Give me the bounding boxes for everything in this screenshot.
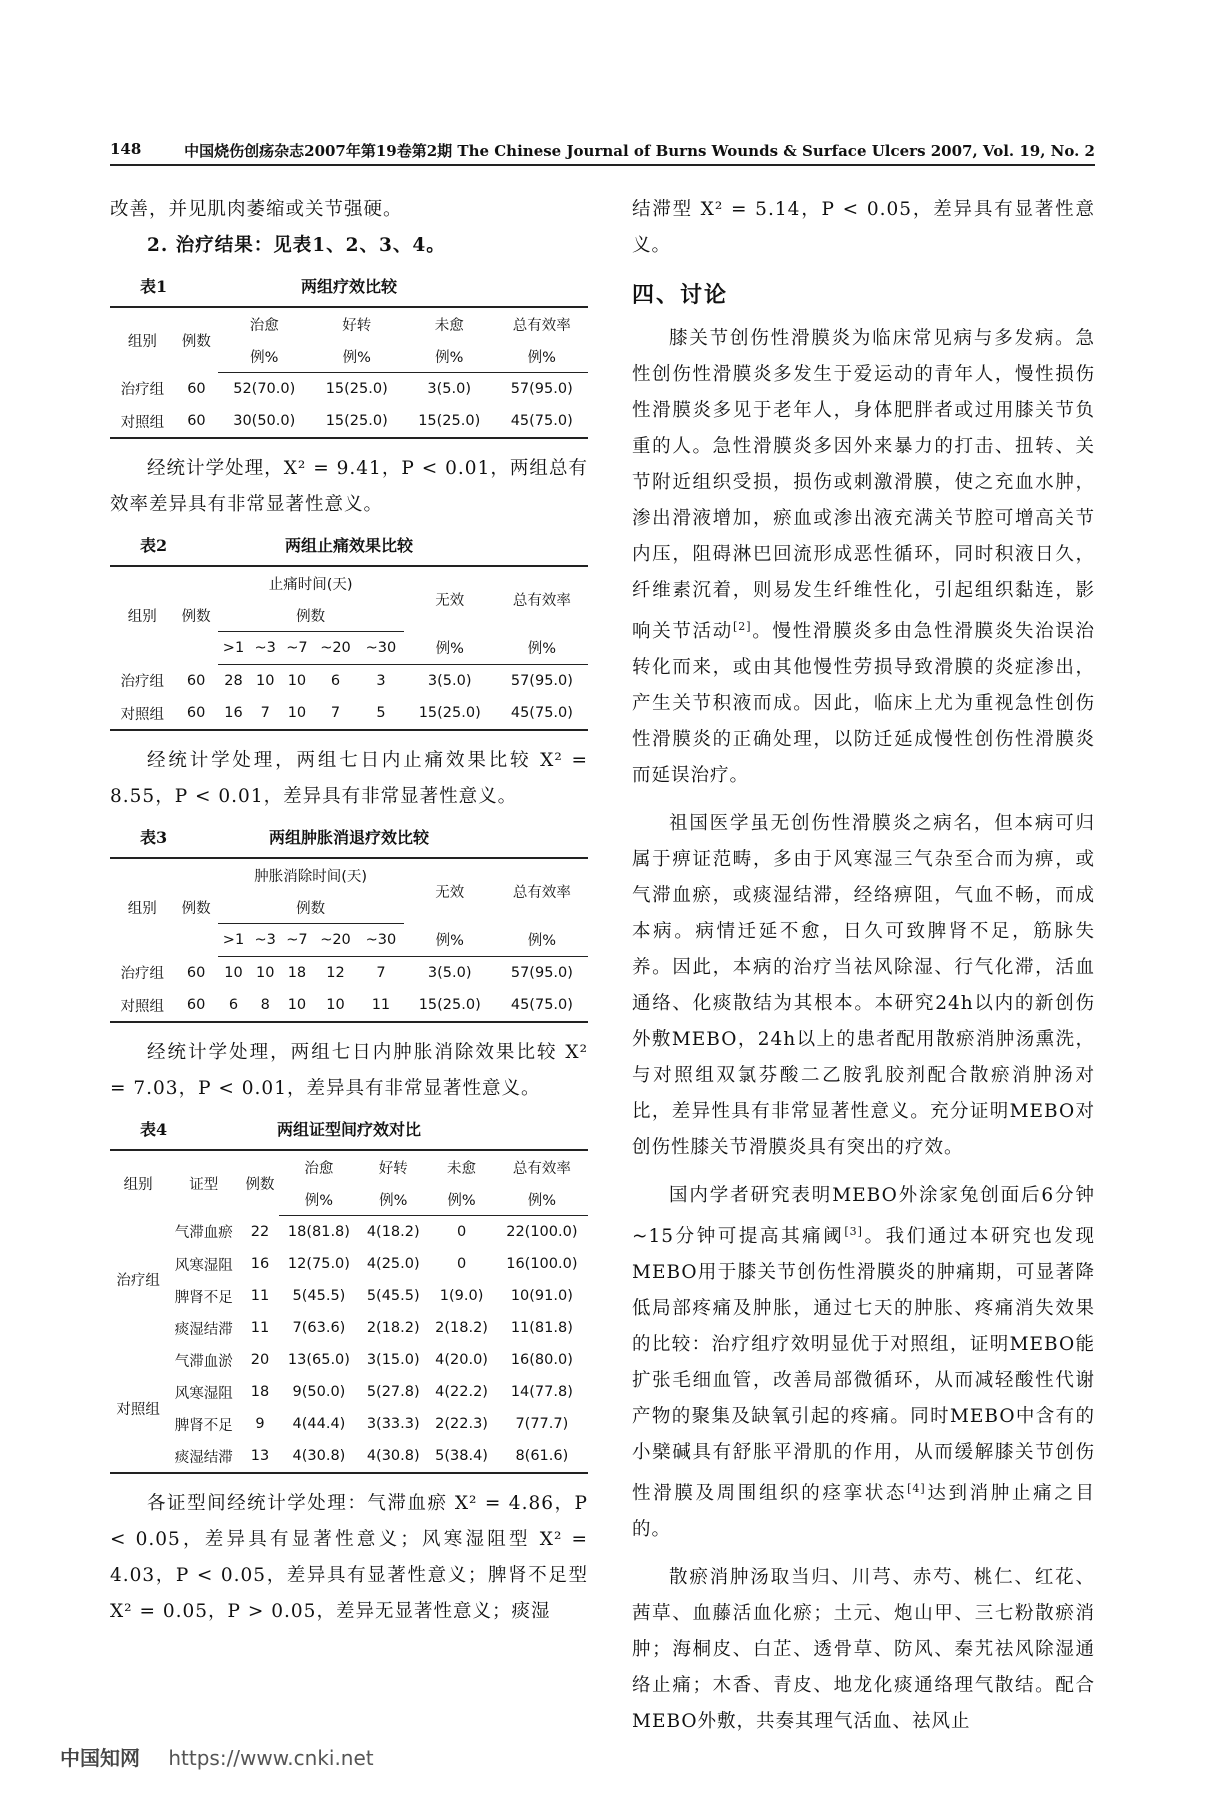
left-column [110, 192, 588, 1630]
table-row: 对照组 60 16 7 10 7 5 15(25.0) 45(75.0) [120, 705, 573, 723]
table-row: 治疗组 60 52(70.0) 15(25.0) 3(5.0) 57(95.0) [120, 380, 573, 399]
citation: [2] [733, 620, 752, 633]
paragraph: 祖国医学虽无创伤性滑膜炎之病名，但本病可归属于痹证范畴，多由于风寒湿三气杂至合而为痹，或气滞血瘀，或痰湿结滞，经络痹阻，气血不畅，而成本病。病情迁延不愈，日久可致脾肾不足，筋脉失养。因此，本病的治疗当祛风除湿、行气化滞，活血通络、化痰散结为其根本。本研究24h以内的新创伤外敷MEBO，24h以上的患者配用散瘀消肿汤熏洗，与对照组双氯芬酸二乙胺乳胶剂配合散瘀消肿汤对比，差异性具有非常显著性意义。充分证明MEBO对创伤性膝关节滑膜炎具有突出的疗效。 [632, 813, 1095, 1159]
right-column [632, 192, 1095, 1740]
table2-caption: 表2 两组止痛效果比较 [140, 536, 413, 555]
table4: 组别 证型 例数 治愈 好转 未愈 总有效率 例% 例% 例% 例% 治疗组 气滞血瘀 22 18(81.8) 4(18.2) 0 22(100.0) 风寒湿阻 16 12(75.0) 4(25.0) 0 16(100.0) 脾肾不足 11 5(45.5) 5(45.5) 1(9.0) 10(91.0) 痰湿结滞 11 7(63.6) 2(18.2) 2(18.2) 11(81.8) 对照组 气滞血淤 20 13(65.0) 3(15.0) 4(20.0) 16(80.0) 风寒湿阻 18 9(50.0) 5(27.8) 4(22.2) 14(77.8) 脾肾不足 9 4(44.4) 3(33.3) 2(22.3) 7(77.7) 痰湿结滞 13 4(30.8) 4(30.8) 5(38.4) 8(61.6) [110, 1149, 588, 1474]
table-row: 脾肾不足 9 4(44.4) 3(33.3) 2(22.3) 7(77.7) [174, 1416, 569, 1434]
table-row: 治疗组 60 28 10 10 6 3 3(5.0) 57(95.0) [120, 672, 573, 691]
watermark-url: https://www.cnki.net [168, 1746, 374, 1770]
section-heading: 四、讨论 [632, 282, 729, 308]
table-row: 痰湿结滞 11 7(63.6) 2(18.2) 2(18.2) 11(81.8) [174, 1320, 573, 1338]
paragraph: 散瘀消肿汤取当归、川芎、赤芍、桃仁、红花、茜草、血藤活血化瘀；土元、炮山甲、三七粉散瘀消肿；海桐皮、白芷、透骨草、防风、秦艽祛风除湿通络止痛；木香、青皮、地龙化痰通络理气散结。配合MEBO外敷，共奏其理气活血、祛风止 [632, 1567, 1095, 1733]
table3: 组别 例数 肿胀消除时间(天) 无效 总有效率 例数 >1 ~3 ~7 ~20 ~30 例% 例% 治疗组 60 10 10 18 12 7 3(5.0) 57(95.0) 对照组 60 6 8 10 10 11 15(25.0) 45(75.0) [110, 857, 588, 1023]
table-row: 风寒湿阻 18 9(50.0) 5(27.8) 4(22.2) 14(77.8) [174, 1384, 573, 1402]
citation: [4] [907, 1482, 926, 1496]
table1: 组别 例数 治愈 好转 未愈 总有效率 例% 例% 例% 例% 治疗组 60 52(70.0) 15(25.0) 3(5.0) 57(95.0) 对照组 60 30(50.0) 15(25.0) 15(25.0) 45(75.0) [110, 306, 588, 439]
cnki-logo: 中国知网 [60, 1746, 140, 1770]
table-row: 风寒湿阻 16 12(75.0) 4(25.0) 0 16(100.0) [174, 1256, 578, 1274]
journal-title: 中国烧伤创疡杂志2007年第19卷第2期 The Chinese Journal of Burns Wounds & Surface Ulcers 2007, Vol. 19, No. 2 [184, 142, 1095, 160]
page-number: 148 [110, 140, 142, 158]
table-row: 治疗组 气滞血瘀 22 18(81.8) 4(18.2) 0 22(100.0) [116, 1223, 578, 1290]
table-row: 对照组 60 6 8 10 10 11 15(25.0) 45(75.0) [120, 997, 573, 1015]
paragraph: 膝关节创伤性滑膜炎为临床常见病与多发病。急性创伤性滑膜炎多发生于爱运动的青年人，慢性损伤性滑膜炎多见于老年人，身体肥胖者或过用膝关节负重的人。急性滑膜炎多因外来暴力的打击、扭转、关节附近组织受损，损伤或刺激滑膜，使之充血水肿，渗出滑液增加，瘀血或渗出液充满关节腔可增高关节内压，阻碍淋巴回流形成恶性循环，同时积液日久，纤维素沉着，则易发生纤维性化，引起组织黏连，影响关节活动[2]。慢性滑膜炎多由急性滑膜炎失治误治转化而来，或由其他慢性劳损导致滑膜的炎症渗出，产生关节积液而成。因此，临床上尤为重视急性创伤性滑膜炎的正确处理，以防迁延成慢性创伤性滑膜炎而延误治疗。 [632, 328, 1095, 787]
table-row: 脾肾不足 11 5(45.5) 5(45.5) 1(9.0) 10(91.0) [174, 1288, 573, 1306]
table-row: 对照组 气滞血淤 20 13(65.0) 3(15.0) 4(20.0) 16(80.0) [116, 1352, 573, 1418]
paragraph: 经统计学处理，两组七日内止痛效果比较 X² = 8.55，P < 0.01，差异具有非常显著性意义。 [110, 750, 588, 807]
table4-caption: 表4 两组证型间疗效对比 [140, 1120, 421, 1139]
table-row: 对照组 60 30(50.0) 15(25.0) 15(25.0) 45(75.0) [120, 413, 573, 431]
table-row: 痰湿结滞 13 4(30.8) 4(30.8) 5(38.4) 8(61.6) [174, 1448, 569, 1466]
table1-caption: 表1 两组疗效比较 [140, 277, 397, 296]
paragraph: 结滞型 X² = 5.14，P < 0.05，差异具有显著性意义。 [632, 199, 1095, 256]
paragraph: 经统计学处理，两组七日内肿胀消除效果比较 X² = 7.03，P < 0.01，差异具有非常显著性意义。 [110, 1042, 588, 1099]
running-header [110, 140, 1095, 166]
paragraph: 国内学者研究表明MEBO外涂家兔创面后6分钟~15分钟可提高其痛阈[3]。我们通过本研究也发现MEBO用于膝关节创伤性滑膜炎的肿痛期，可显著降低局部疼痛及肿胀，通过七天的肿胀、疼痛消失效果的比较：治疗组疗效明显优于对照组，证明MEBO能扩张毛细血管，改善局部微循环，从而减轻酸性代谢产物的聚集及缺氧引起的疼痛。同时MEBO中含有的小檗碱具有舒胀平滑肌的作用，从而缓解膝关节创伤性滑膜及周围组织的痉挛状态[4]达到消肿止痛之目的。 [632, 1185, 1095, 1541]
watermark [60, 1742, 374, 1771]
paragraph: 经统计学处理，X² = 9.41，P < 0.01，两组总有效率差异具有非常显著性意义。 [110, 458, 588, 515]
table3-caption: 表3 两组肿胀消退疗效比较 [140, 828, 429, 847]
citation: [3] [844, 1225, 863, 1239]
paragraph: 改善，并见肌肉萎缩或关节强硬。 [110, 199, 403, 220]
section-heading: 2. 治疗结果：见表1、2、3、4。 [147, 235, 446, 256]
table-row: 治疗组 60 10 10 18 12 7 3(5.0) 57(95.0) [120, 964, 573, 983]
table2: 组别 例数 止痛时间(天) 无效 总有效率 例数 >1 ~3 ~7 ~20 ~30 例% 例% 治疗组 60 28 10 10 6 3 3(5.0) 57(95.0) 对照组 60 16 7 10 7 5 15(25.0) 45(75.0) [110, 565, 588, 731]
paragraph: 各证型间经统计学处理：气滞血瘀 X² = 4.86，P < 0.05，差异具有显著性意义；风寒湿阻型 X² = 4.03，P < 0.05，差异具有显著性意义；脾肾不足型 X² = 0.05，P > 0.05，差异无显著性意义；痰湿 [110, 1493, 588, 1622]
